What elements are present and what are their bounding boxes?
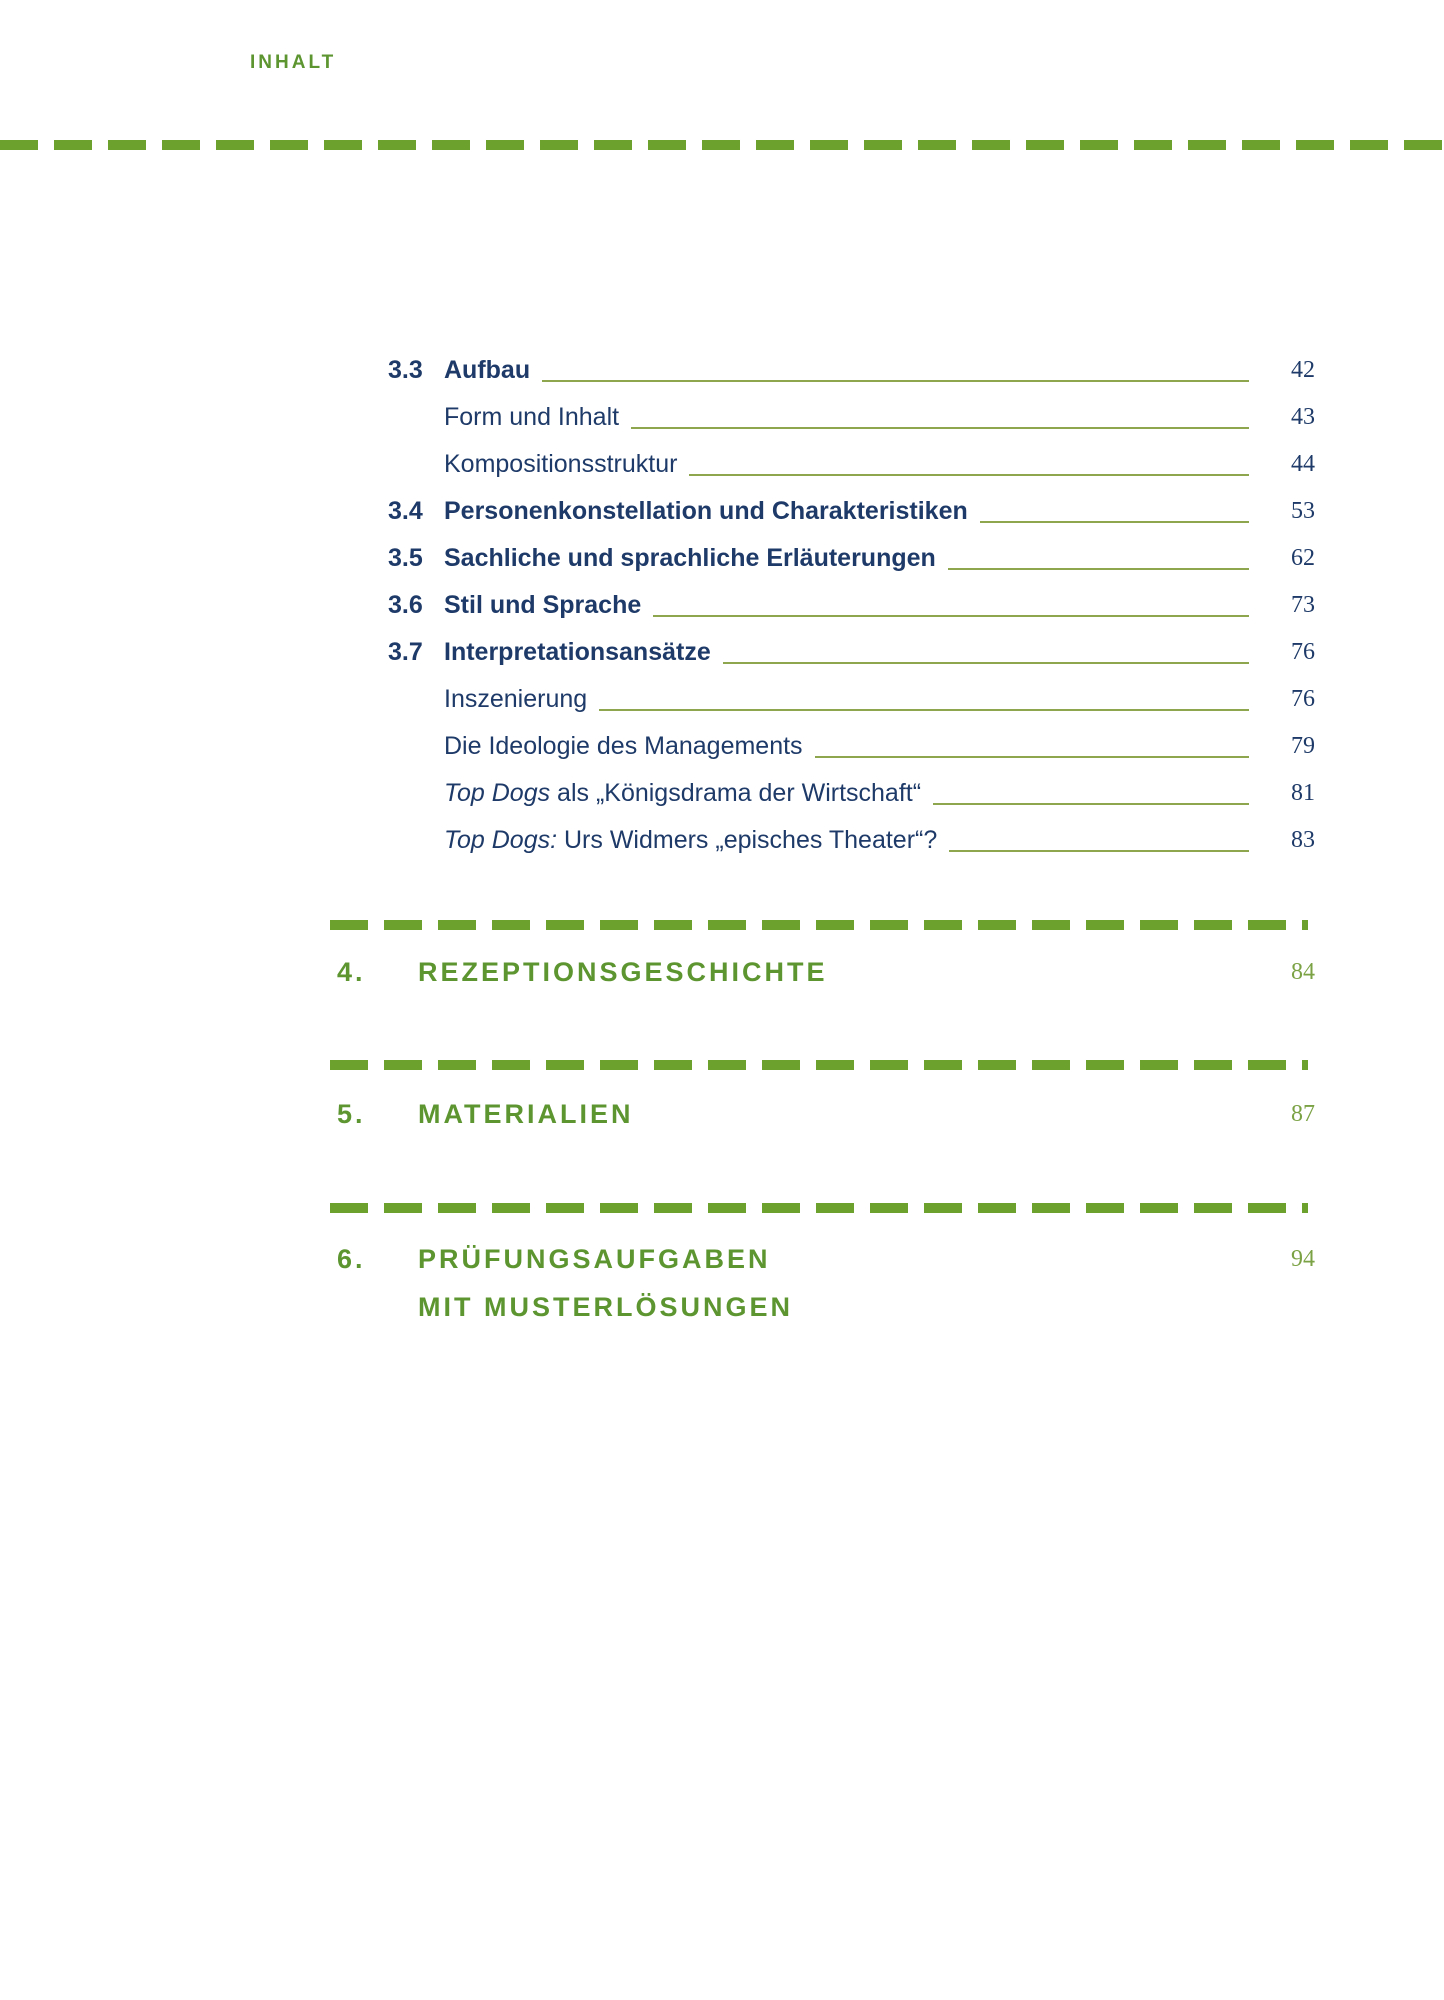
toc-entry-number: 3.5 [388, 544, 423, 572]
toc-entry [388, 535, 1315, 582]
section-page: 84 [1291, 959, 1315, 985]
toc-entry-title: Personenkonstellation und Charakteristiken [444, 497, 968, 525]
toc-entry-title: Die Ideologie des Managements [444, 732, 803, 760]
toc-entry [388, 629, 1315, 676]
section-divider-dashed-line [330, 1203, 1308, 1213]
section-page: 87 [1291, 1101, 1315, 1127]
section-page: 94 [1291, 1246, 1315, 1272]
toc-entry [388, 582, 1315, 629]
toc-entry-number [388, 441, 444, 488]
toc-entry-number [388, 770, 444, 817]
leader-line [542, 380, 1249, 382]
section-title-line2: MIT MUSTERLÖSUNGEN [418, 1292, 793, 1322]
toc-entry-title-italic: Top Dogs [444, 779, 551, 807]
toc-entry-page: 79 [1291, 733, 1315, 759]
toc-entry-page: 81 [1291, 780, 1315, 806]
toc-entry-number: 3.3 [388, 356, 423, 384]
section-number: 5. [337, 1099, 366, 1129]
toc-entry-page: 76 [1291, 686, 1315, 712]
toc-entry-number: 3.6 [388, 591, 423, 619]
section-title: REZEPTIONSGESCHICHTE [418, 957, 828, 987]
section-row [337, 948, 1315, 996]
toc-entry [388, 770, 1315, 817]
toc-entry [388, 817, 1315, 864]
section-title-line1: PRÜFUNGSAUFGABEN [418, 1244, 771, 1274]
toc-entry-title: Urs Widmers „episches Theater“? [557, 826, 938, 854]
leader-line [723, 662, 1249, 664]
section-row [337, 1090, 1315, 1138]
toc-entry [388, 347, 1315, 394]
toc-entry [388, 394, 1315, 441]
toc-entry-number [388, 723, 444, 770]
toc-entry [388, 488, 1315, 535]
toc-entry-title: als „Königsdrama der Wirtschaft“ [550, 779, 922, 807]
toc-list [388, 347, 1315, 864]
toc-entry-number [388, 817, 444, 864]
section-divider-dashed-line [330, 1060, 1308, 1070]
section-number: 4. [337, 957, 366, 987]
leader-line [815, 756, 1249, 758]
leader-line [689, 474, 1249, 476]
toc-entry-page: 76 [1291, 639, 1315, 665]
toc-entry-title: Inszenierung [444, 685, 588, 713]
toc-entry [388, 723, 1315, 770]
toc-entry-title: Aufbau [444, 356, 531, 384]
toc-entry-number [388, 676, 444, 723]
toc-entry-page: 83 [1291, 827, 1315, 853]
top-divider-dashed-line [0, 140, 1444, 150]
leader-line [980, 521, 1249, 523]
section-title: MATERIALIEN [418, 1099, 634, 1129]
section-divider-dashed-line [330, 920, 1308, 930]
leader-line [599, 709, 1249, 711]
toc-entry-title: Interpretationsansätze [444, 638, 711, 666]
page-title: INHALT [250, 52, 337, 73]
toc-entry-page: 62 [1291, 545, 1315, 571]
toc-entry-title: Kompositionsstruktur [444, 450, 678, 478]
toc-entry-number [388, 394, 444, 441]
toc-entry-title: Stil und Sprache [444, 591, 642, 619]
leader-line [949, 850, 1249, 852]
leader-line [631, 427, 1249, 429]
toc-entry-page: 43 [1291, 404, 1315, 430]
toc-entry-title: Sachliche und sprachliche Erläuterungen [444, 544, 936, 572]
leader-line [653, 615, 1249, 617]
toc-entry-page: 44 [1291, 451, 1315, 477]
toc-entry-number: 3.7 [388, 638, 423, 666]
toc-entry-page: 42 [1291, 357, 1315, 383]
toc-entry-number: 3.4 [388, 497, 423, 525]
leader-line [948, 568, 1249, 570]
toc-entry-page: 73 [1291, 592, 1315, 618]
leader-line [933, 803, 1249, 805]
toc-entry-title-italic: Top Dogs: [444, 826, 558, 854]
section-row [337, 1235, 1315, 1331]
section-number: 6. [337, 1244, 366, 1274]
toc-entry-page: 53 [1291, 498, 1315, 524]
toc-entry [388, 676, 1315, 723]
toc-entry-title: Form und Inhalt [444, 403, 620, 431]
toc-entry [388, 441, 1315, 488]
